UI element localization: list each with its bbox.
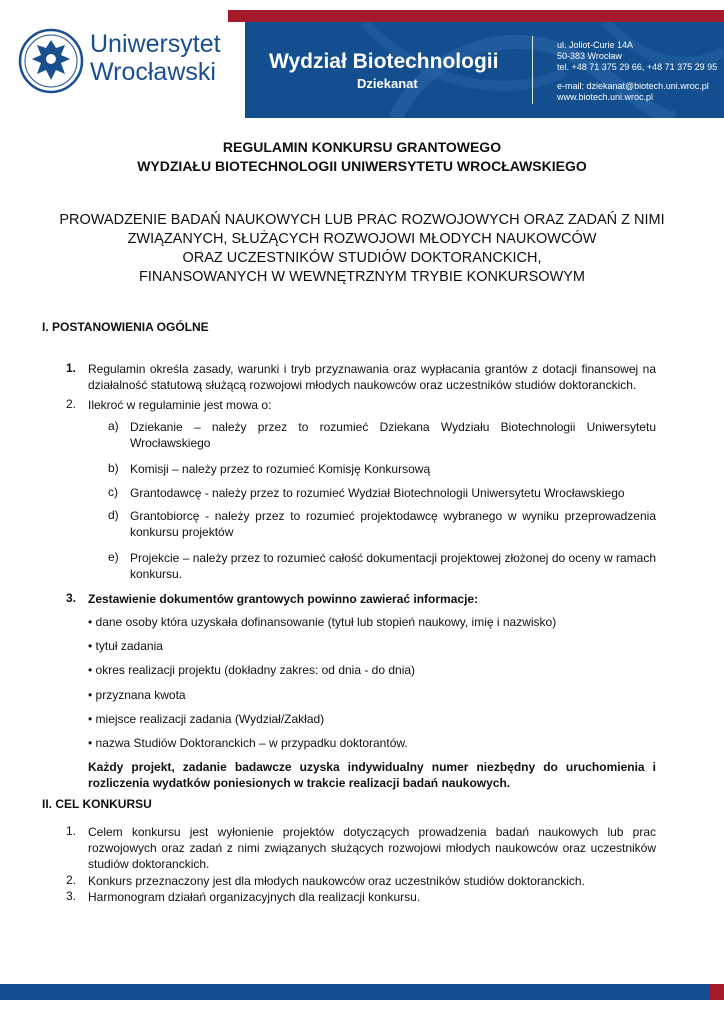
university-logo bbox=[0, 0, 245, 118]
contact-address1: ul. Joliot-Curie 14A bbox=[557, 40, 634, 50]
definition-letter: a) bbox=[108, 419, 119, 433]
document-subtitle-line4: FINANSOWANYCH W WEWNĘTRZNYM TRYBIE KONKURSOWYM bbox=[138, 269, 586, 285]
document-subtitle bbox=[0, 211, 724, 287]
definition-letter: e) bbox=[108, 550, 119, 564]
header-divider bbox=[532, 36, 533, 104]
bullet-item: • dane osoby która uzyskała dofinansowanie (tytuł lub stopień naukowy, imię i nazwisko) bbox=[88, 615, 557, 629]
contact-phone: tel. +48 71 375 29 66, +48 71 375 29 95 bbox=[557, 62, 718, 72]
department-office: Dziekanat bbox=[357, 76, 418, 91]
university-name-line1: Uniwersytet bbox=[90, 30, 221, 58]
bullet-item: • tytuł zadania bbox=[88, 639, 163, 653]
paragraph-goal: Celem konkursu jest wyłonienie projektów dotyczących prowadzenia badań naukowych lub prac rozwojowych oraz zadań z nimi związanych służących rozwojowi młodych naukowców oraz uczestników studiów doktoranckich. bbox=[88, 825, 656, 871]
definition-letter: d) bbox=[108, 508, 119, 522]
item-number: 1. bbox=[66, 824, 77, 838]
definition-item: Projekcie – należy przez to rozumieć całość dokumentacji projektowej złożonej do oceny w ramach konkursu. bbox=[130, 551, 656, 581]
definition-item: Grantodawcę - należy przez to rozumieć Wydział Biotechnologii Uniwersytetu Wrocławskiego bbox=[130, 486, 625, 500]
university-crest-icon bbox=[18, 28, 84, 94]
definition-letter: b) bbox=[108, 461, 119, 475]
bullet-item: • miejsce realizacji zadania (Wydział/Zakład) bbox=[88, 712, 325, 726]
contact-address2: 50-383 Wrocław bbox=[557, 51, 622, 61]
item-number: 2. bbox=[66, 873, 77, 887]
paragraph-project-number-note: Każdy projekt, zadanie badawcze uzyska indywidualny numer niezbędny do uruchomienia i rozliczenia wydatków poniesionych w trakcie realizacji badań naukowych. bbox=[88, 760, 656, 790]
red-accent-bar bbox=[230, 10, 724, 22]
definition-item: Grantobiorcę - należy przez to rozumieć projektodawcę wybranego w wyniku przeprowadzenia konkursu projektów bbox=[130, 509, 656, 539]
item-number: 3. bbox=[66, 889, 77, 903]
document-subtitle-line1: PROWADZENIE BADAŃ NAUKOWYCH LUB PRAC ROZWOJOWYCH ORAZ ZADAŃ Z NIMI bbox=[59, 212, 665, 228]
document-title-line1: REGULAMIN KONKURSU GRANTOWEGO bbox=[222, 139, 502, 155]
item-number: 2. bbox=[66, 397, 77, 411]
letterhead bbox=[0, 0, 724, 118]
paragraph-definitions-intro: Ilekroć w regulaminie jest mowa o: bbox=[88, 398, 272, 412]
paragraph-schedule: Harmonogram działań organizacyjnych dla realizacji konkursu. bbox=[88, 890, 421, 904]
department-banner bbox=[245, 22, 724, 118]
contact-email[interactable]: e-mail: dziekanat@biotech.uni.wroc.pl bbox=[557, 81, 709, 91]
definition-letter: c) bbox=[108, 485, 118, 499]
definition-item: Dziekanie – należy przez to rozumieć Dziekana Wydziału Biotechnologii Uniwersytetu Wrocławskiego bbox=[130, 420, 656, 450]
bullet-item: • przyznana kwota bbox=[88, 688, 186, 702]
definition-item: Komisji – należy przez to rozumieć Komisję Konkursową bbox=[130, 462, 431, 476]
red-accent-tab bbox=[228, 10, 245, 22]
department-title: Wydział Biotechnologii bbox=[269, 50, 499, 73]
item-number: 1. bbox=[66, 361, 77, 375]
paragraph-documents-intro: Zestawienie dokumentów grantowych powinno zawierać informacje: bbox=[88, 592, 479, 606]
item-number: 3. bbox=[66, 591, 77, 605]
section-heading-goal: II. CEL KONKURSU bbox=[42, 797, 152, 811]
section-heading-general: I. POSTANOWIENIA OGÓLNE bbox=[42, 320, 209, 334]
document-subtitle-line2: ZWIĄZANYCH, SŁUŻĄCYCH ROZWOJOWI MŁODYCH NAUKOWCÓW bbox=[127, 231, 597, 247]
bullet-item: • okres realizacji projektu (dokładny zakres: od dnia - do dnia) bbox=[88, 663, 416, 677]
paragraph-scope: Regulamin określa zasady, warunki i tryb przyznawania oraz wypłacania grantów z dotacji finansowej na działalność statutową służącą rozwojowi młodych naukowców oraz uczestników studiów doktoranckich. bbox=[88, 362, 656, 392]
footer-blue-bar bbox=[0, 984, 724, 1000]
document-title-line2: WYDZIAŁU BIOTECHNOLOGII UNIWERSYTETU WROCŁAWSKIEGO bbox=[137, 158, 587, 174]
university-name-line2: Wrocławski bbox=[90, 58, 216, 86]
footer-red-accent bbox=[710, 984, 724, 1000]
contact-website[interactable]: www.biotech.uni.wroc.pl bbox=[557, 92, 654, 102]
university-name bbox=[90, 30, 221, 86]
document-title bbox=[0, 138, 724, 176]
paragraph-target-group: Konkurs przeznaczony jest dla młodych naukowców oraz uczestników studiów doktoranckich. bbox=[88, 874, 585, 888]
document-subtitle-line3: ORAZ UCZESTNIKÓW STUDIÓW DOKTORANCKICH, bbox=[182, 250, 542, 266]
bullet-item: • nazwa Studiów Doktoranckich – w przypadku doktorantów. bbox=[88, 736, 408, 750]
contact-block bbox=[557, 40, 717, 103]
